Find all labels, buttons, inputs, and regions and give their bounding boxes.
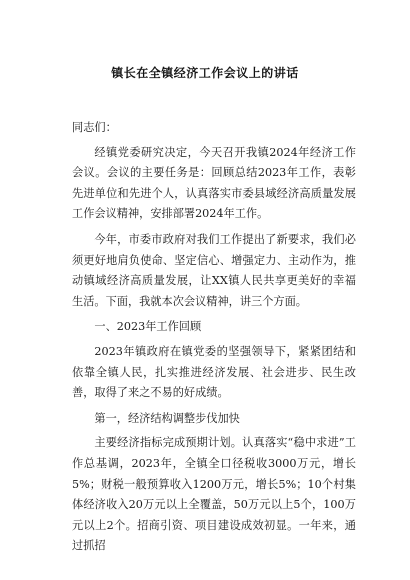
paragraph-intro: 经镇党委研究决定，今天召开我镇2024年经济工作会议。会议的主要任务是：回顾总结2023年工作，表彰先进单位和先进个人，认真落实市委县域经济高质量发展工作会议精神，安排部署2024年工作。 xyxy=(72,145,356,221)
document-title: 镇长在全镇经济工作会议上的讲话 xyxy=(111,66,299,80)
document-body xyxy=(72,118,356,562)
salutation: 同志们： xyxy=(72,121,117,134)
paragraph-economic-indicators: 主要经济指标完成预期计划。认真落实“稳中求进”工作总基调，2023年，全镇全口径税收3000万元，增长5%；财税一般预算收入1200万元，增长5%；10个村集体经济收入20万元以上全覆盖，50万元以上5个，100万元以上2个。招商引资、项目建设成效初显。一年来，通过抓招 xyxy=(72,436,356,553)
paragraph-review-summary: 2023年镇政府在镇党委的坚强领导下，紧紧团结和依靠全镇人民，扎实推进经济发展、社会进步、民生改善，取得了来之不易的好成绩。 xyxy=(72,344,356,400)
subheading-economic-structure: 第一，经济结构调整步伐加快 xyxy=(94,411,240,425)
section-heading-review: 一、2023年工作回顾 xyxy=(94,320,202,334)
paragraph-requirements: 今年，市委市政府对我们工作提出了新要求，我们必须更好地肩负使命、坚定信心、增强定力、主动作为，推动镇域经济高质量发展，让XX镇人民共享更美好的幸福生活。下面，我就本次会议精神，讲三个方面。 xyxy=(72,232,356,308)
